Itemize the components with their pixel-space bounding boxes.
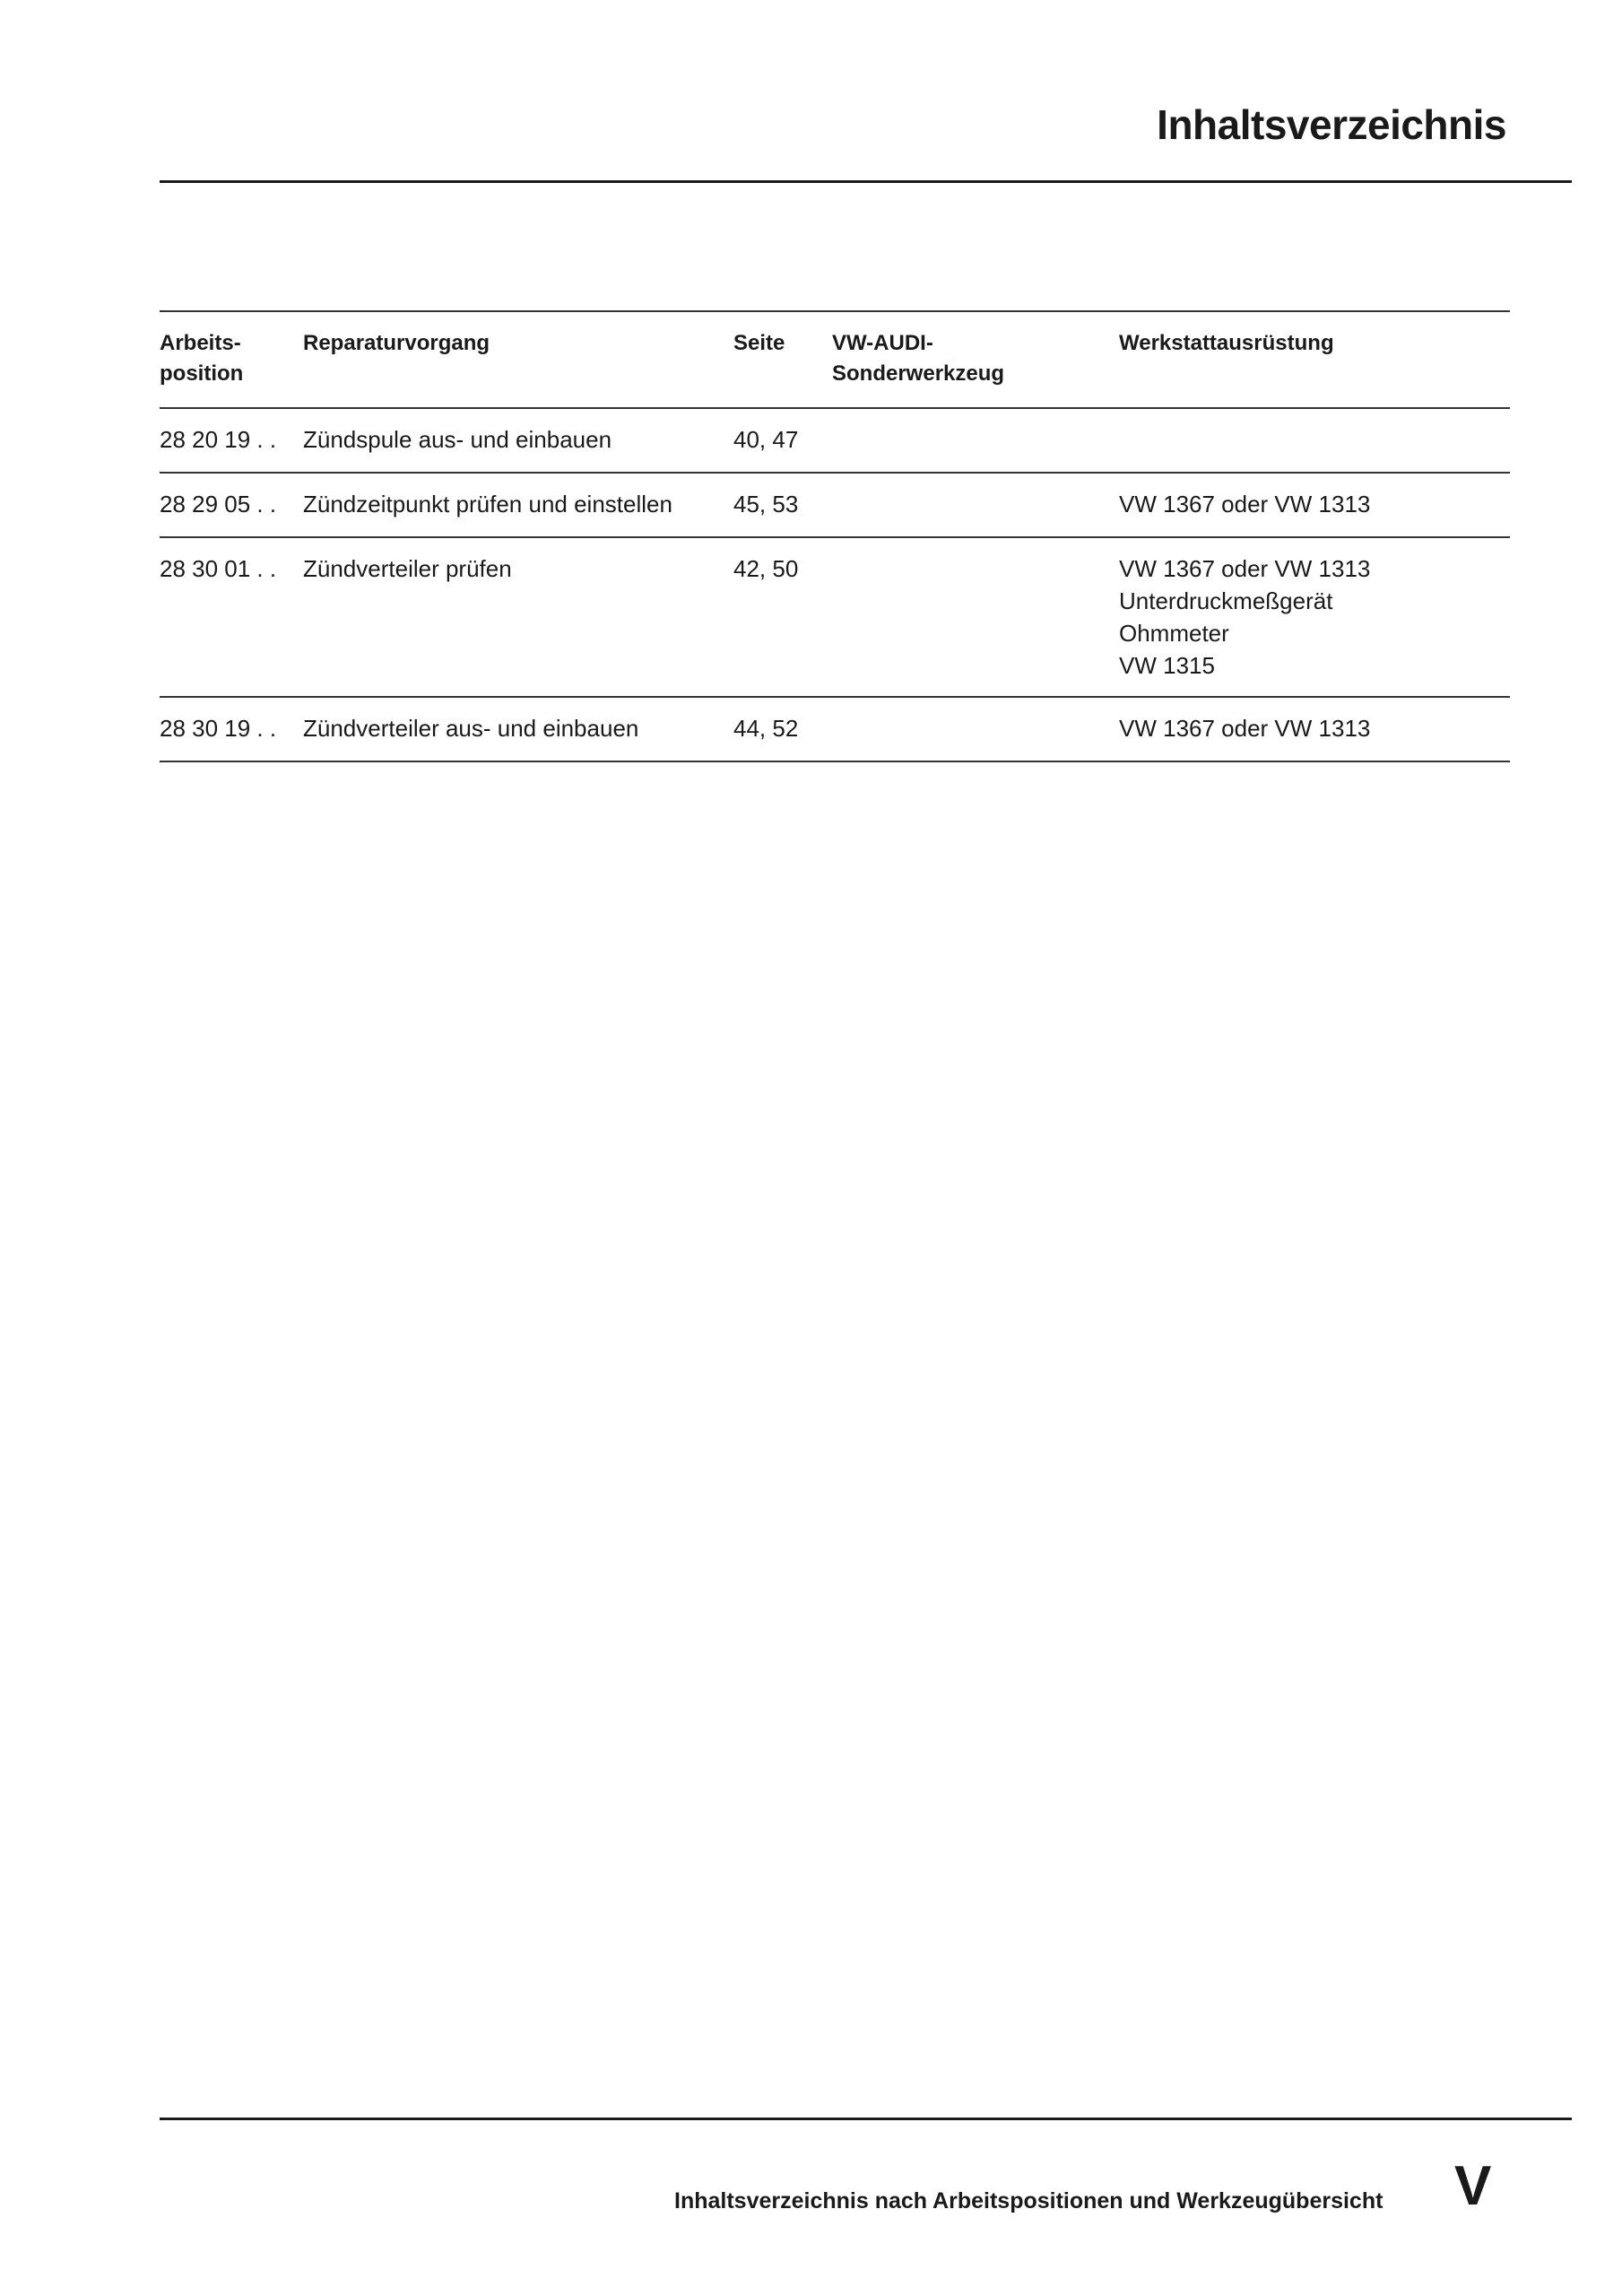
row-pages: 45, 53 xyxy=(733,491,799,517)
equipment-item: VW 1315 xyxy=(1119,652,1215,679)
header-repair: Reparaturvorgang xyxy=(303,331,490,355)
row-position: 28 30 19 . . xyxy=(160,715,277,742)
toc-table xyxy=(160,310,1510,762)
equipment-item: VW 1367 oder VW 1313 xyxy=(1119,715,1371,742)
footer-divider xyxy=(160,2118,1572,2120)
table-header xyxy=(160,310,1510,407)
row-equipment xyxy=(1119,488,1370,520)
equipment-item: VW 1367 oder VW 1313 xyxy=(1119,491,1371,517)
row-repair: Zündspule aus- und einbauen xyxy=(303,426,612,453)
header-equipment: Werkstattausrüstung xyxy=(1119,331,1334,355)
header-divider xyxy=(160,180,1572,183)
footer-text: Inhaltsverzeichnis nach Arbeitspositionen und Werkzeugübersicht xyxy=(674,2188,1383,2213)
row-pages: 40, 47 xyxy=(733,426,799,453)
row-repair: Zündzeitpunkt prüfen und einstellen xyxy=(303,491,672,517)
row-repair: Zündverteiler aus- und einbauen xyxy=(303,715,639,742)
row-position: 28 20 19 . . xyxy=(160,426,277,453)
table-row xyxy=(160,472,1510,536)
header-position: Arbeits- position xyxy=(160,331,244,386)
table-row xyxy=(160,536,1510,696)
equipment-item: Unterdruckmeßgerät xyxy=(1119,587,1333,614)
page-title: Inhaltsverzeichnis xyxy=(1157,101,1506,148)
table-row xyxy=(160,696,1510,762)
table-row xyxy=(160,407,1510,472)
section-letter: V xyxy=(1454,2155,1492,2217)
equipment-item: VW 1367 oder VW 1313 xyxy=(1119,555,1371,582)
row-equipment xyxy=(1119,552,1370,682)
row-position: 28 30 01 . . xyxy=(160,555,277,582)
header-page: Seite xyxy=(733,331,785,355)
row-pages: 42, 50 xyxy=(733,555,799,582)
row-equipment xyxy=(1119,712,1370,744)
equipment-item: Ohmmeter xyxy=(1119,620,1229,647)
row-repair: Zündverteiler prüfen xyxy=(303,555,512,582)
header-special-tool: VW-AUDI- Sonderwerkzeug xyxy=(832,331,1005,386)
row-pages: 44, 52 xyxy=(733,715,799,742)
row-position: 28 29 05 . . xyxy=(160,491,277,517)
